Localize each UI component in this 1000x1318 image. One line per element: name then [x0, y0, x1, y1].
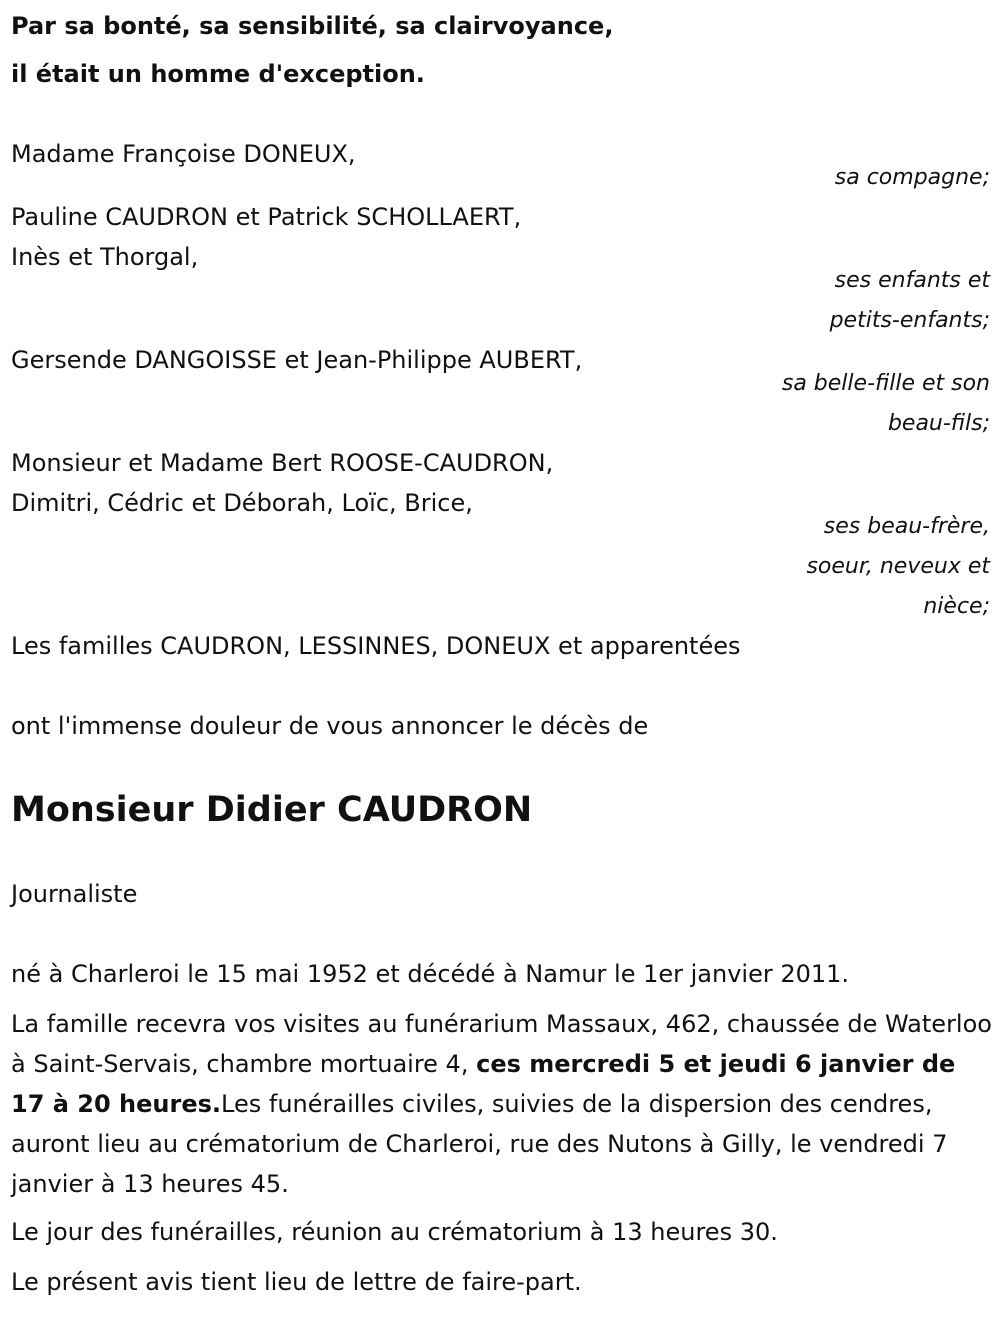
extended-families: Les familles CAUDRON, LESSINNES, DONEUX et apparentées	[11, 632, 741, 660]
visits-intro: La famille recevra vos visites au funérarium Massaux, 462, chaussée de Waterloo à Saint-Servais, chambre mortuaire 4,	[11, 1010, 992, 1078]
siblings-role-line-3: nièce;	[923, 594, 990, 619]
inlaws-role-line-2: beau-fils;	[887, 411, 990, 436]
children-line-1: Pauline CAUDRON et Patrick SCHOLLAERT,	[11, 203, 522, 231]
children-line-2: Inès et Thorgal,	[11, 243, 199, 271]
companion-name: Madame Françoise DONEUX,	[11, 140, 356, 168]
funeral-details: Les funérailles civiles, suivies de la dispersion des cendres, auront lieu au crématorium de Charleroi, rue des Nutons à Gilly, le vendredi 7 janvier à 13 heures 45.	[11, 1090, 948, 1198]
children-role-line-2: petits-enfants;	[829, 308, 990, 333]
siblings-role-line-1: ses beau-frère,	[823, 514, 990, 539]
notice-text: Le présent avis tient lieu de lettre de faire-part.	[11, 1268, 582, 1296]
inlaws-role-line-1: sa belle-fille et son	[781, 371, 990, 396]
siblings-line-1: Monsieur et Madame Bert ROOSE-CAUDRON,	[11, 449, 554, 477]
siblings-line-2: Dimitri, Cédric et Déborah, Loïc, Brice,	[11, 489, 473, 517]
inlaws-name: Gersende DANGOISSE et Jean-Philippe AUBERT,	[11, 346, 583, 374]
children-role-line-1: ses enfants et	[834, 268, 990, 293]
deceased-name: Monsieur Didier CAUDRON	[11, 790, 533, 830]
deceased-profession: Journaliste	[11, 880, 138, 908]
epitaph-line-2: il était un homme d'exception.	[11, 60, 425, 88]
birth-death-dates: né à Charleroi le 15 mai 1952 et décédé à Namur le 1er janvier 2011.	[11, 960, 850, 988]
visits-hours: ces mercredi 5 et jeudi 6 janvier de 17 à 20 heures.	[11, 1050, 956, 1118]
siblings-role-line-2: soeur, neveux et	[806, 554, 990, 579]
meeting-info: Le jour des funérailles, réunion au crématorium à 13 heures 30.	[11, 1218, 778, 1246]
epitaph-line-1: Par sa bonté, sa sensibilité, sa clairvoyance,	[11, 12, 614, 40]
visits-paragraph	[11, 1004, 993, 1204]
announcement-text: ont l'immense douleur de vous annoncer le décès de	[11, 712, 649, 740]
companion-role: sa compagne;	[834, 165, 990, 190]
